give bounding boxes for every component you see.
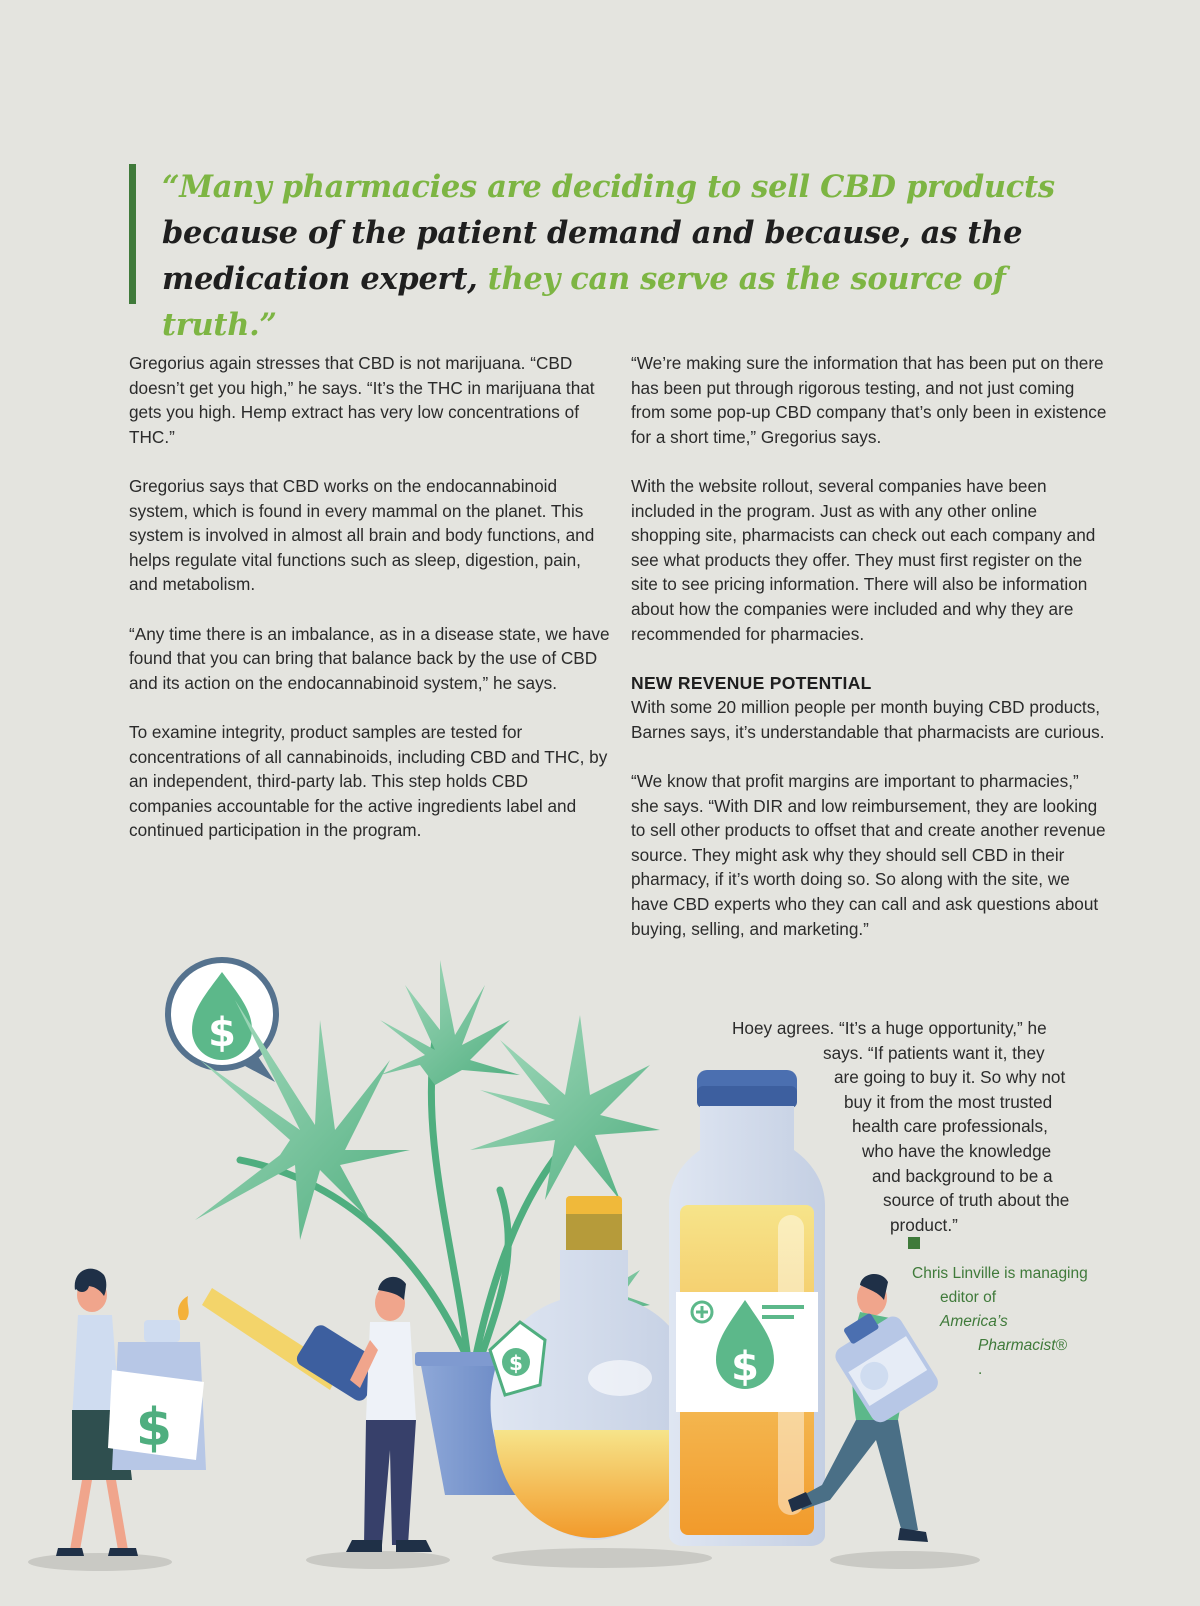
byline-line-3 [978, 1334, 1180, 1382]
woman-holding-bottle-icon [56, 1269, 206, 1556]
left-paragraph-4: To examine integrity, product samples are tested for concentrations of all cannabinoids, including CBD and THC, by an independent, third-party lab. This step holds CBD companies accountable for the active ingredients label and continued participation in the program. [129, 721, 608, 841]
byline-period: . [978, 1361, 983, 1378]
pull-quote-text [162, 164, 1109, 348]
hoey-last-text: product.” [890, 1214, 958, 1235]
round-oil-flask-icon [490, 1196, 697, 1540]
section-heading: NEW REVENUE POTENTIAL [631, 672, 872, 693]
byline-editor-of: editor of [940, 1289, 997, 1306]
hoey-line: are going to buy it. So why not [834, 1067, 1066, 1088]
pull-quote [129, 164, 1109, 343]
man-holding-dropper-icon [202, 1277, 432, 1552]
left-column [129, 351, 611, 867]
byline-publication-2: Pharmacist® [978, 1337, 1067, 1354]
pull-quote-part-2: because of the patient demand and because, as the [162, 215, 1023, 251]
hoey-line: and background to be a [872, 1165, 1053, 1186]
svg-text:$: $ [509, 1351, 523, 1375]
byline-line-1: Chris Linville is managing [912, 1265, 1088, 1282]
right-paragraph-2: With the website rollout, several companies have been included in the program. Just as with any other online shopping site, pharmacists can check out each company and see what products they offer. They must first register on the site to see pricing information. There will also be information about how the companies were included and why they are recommended for pharmacies. [631, 475, 1096, 644]
byline-publication-1: America’s [940, 1313, 1008, 1330]
ground-shadows [28, 1548, 980, 1571]
svg-text:$: $ [731, 1344, 759, 1390]
pull-quote-part-4: they can serve as the source of truth.” [162, 261, 1006, 343]
hoey-line: health care professionals, [852, 1116, 1048, 1137]
hoey-line: buy it from the most trusted [844, 1091, 1053, 1112]
hoey-quote [720, 1016, 1120, 1249]
byline-line-2 [940, 1286, 1180, 1334]
left-paragraph-3: “Any time there is an imbalance, as in a disease state, we have found that you can bring that balance back by the use of CBD and its action on the endocannabinoid system,” he says. [129, 623, 610, 693]
right-paragraph-4: “We know that profit margins are important to pharmacies,” she says. “With DIR and low reimbursement, they are looking to sell other products to offset that and create another revenue source. They might ask why they should sell CBD in their pharmacy, if it’s worth doing so. So along with the site, we have CBD experts who they can call and ask questions about buying, selling, and marketing.” [631, 771, 1106, 939]
pull-quote-part-1: “Many pharmacies are deciding to sell CBD products [162, 169, 1055, 205]
left-paragraph-1: Gregorius again stresses that CBD is not marijuana. “CBD doesn’t get you high,” he says. “It’s the THC in marijuana that gets you high. Hemp extract has very low concentrations of THC.” [129, 353, 595, 447]
right-column [631, 351, 1111, 966]
pull-quote-part-3: medication expert, [162, 261, 488, 297]
right-paragraph-3: With some 20 million people per month buying CBD products, Barnes says, it’s understandable that pharmacists are curious. [631, 697, 1105, 742]
svg-text:$: $ [135, 1398, 173, 1458]
hoey-line: source of truth about the [883, 1190, 1070, 1211]
hoey-line: Hoey agrees. “It’s a huge opportunity,” he [732, 1018, 1047, 1038]
author-byline [880, 1262, 1180, 1382]
hoey-line-last [890, 1213, 1120, 1250]
left-paragraph-2: Gregorius says that CBD works on the endocannabinoid system, which is found in every mammal on the planet. This system is involved in almost all brain and body functions, and helps regulate vital functions such as sleep, digestion, pain, and metabolism. [129, 475, 595, 595]
end-mark-icon [908, 1237, 920, 1249]
svg-text:$: $ [208, 1010, 236, 1056]
right-paragraph-1: “We’re making sure the information that has been put on there has been put through rigorous testing, and not just coming from some pop-up CBD company that’s only been in existence for a short time,” Gregorius says. [631, 353, 1107, 447]
hoey-line: who have the knowledge [862, 1140, 1052, 1161]
dollar-speech-bubble-icon [168, 960, 276, 1082]
hoey-line: says. “If patients want it, they [823, 1042, 1045, 1063]
